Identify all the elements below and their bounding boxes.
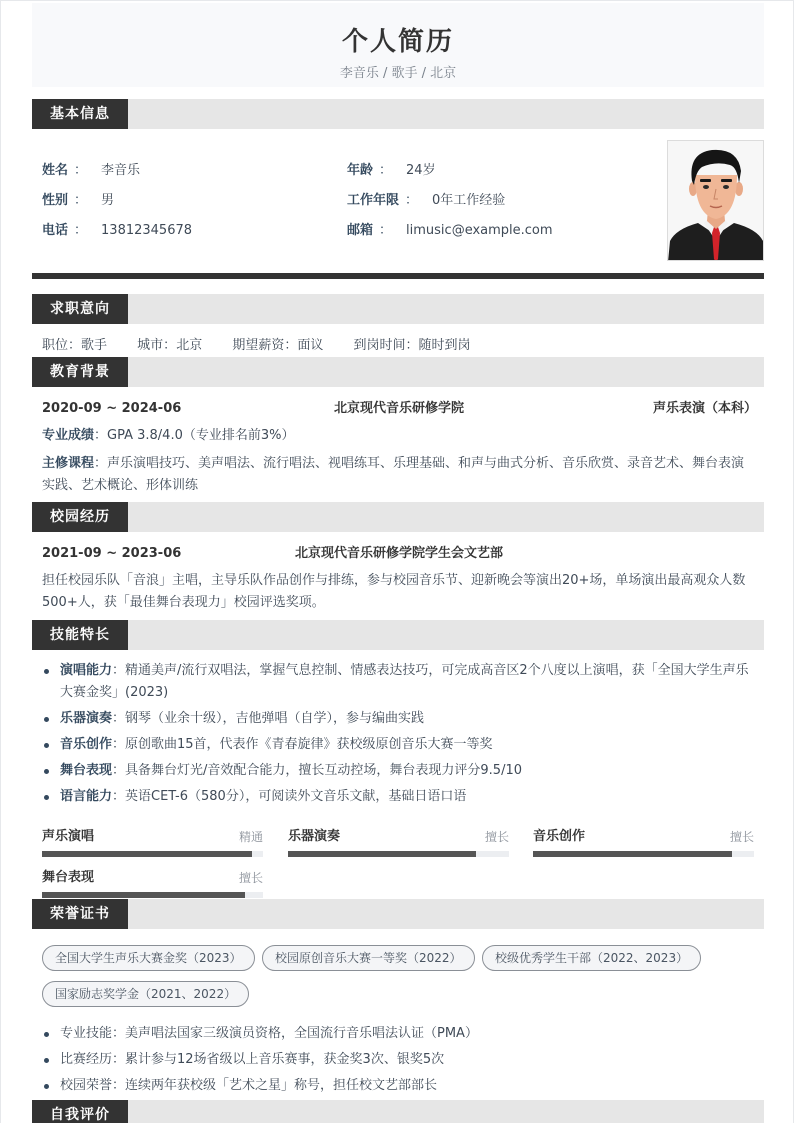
education-courses: 主修课程：声乐演唱技巧、美声唱法、流行唱法、视唱练耳、乐理基础、和声与曲式分析、音乐欣赏、录音艺术、舞台表演实践、艺术概论、形体训练 <box>42 456 745 493</box>
education-entry-header <box>42 399 757 419</box>
list-item: 语言能力：英语CET-6（580分），可阅读外文音乐文献，基础日语口语 <box>42 786 757 808</box>
section-title: 求职意向 <box>32 294 128 324</box>
list-item: 音乐创作：原创歌曲15首，代表作《青春旋律》获校级原创音乐大赛一等奖 <box>42 734 757 756</box>
job-intent-row <box>42 335 471 357</box>
info-gender: 性别 ： 男 <box>42 193 115 208</box>
section-header-self-eval <box>32 1100 764 1123</box>
section-title: 技能特长 <box>32 620 128 650</box>
campus-entry-header <box>42 544 754 564</box>
info-phone: 电话 ： 13812345678 <box>42 223 193 238</box>
list-item: 乐器演奏：钢琴（业余十级），吉他弹唱（自学），参与编曲实践 <box>42 708 757 730</box>
list-item: 校园荣誉：连续两年获校级「艺术之星」称号，担任校文艺部部长 <box>42 1075 757 1097</box>
page-title: 个人简历 <box>341 27 454 57</box>
list-item: 专业技能：美声唱法国家三级演员资格，全国流行音乐唱法认证（PMA） <box>42 1023 757 1045</box>
section-title: 校园经历 <box>32 502 128 532</box>
progress-track <box>288 851 509 857</box>
intent-city: 城市：北京 <box>137 338 203 353</box>
progress-fill <box>42 892 245 898</box>
info-name: 姓名 ： 李音乐 <box>42 163 141 178</box>
divider <box>32 273 764 279</box>
progress-fill <box>533 851 732 857</box>
section-header-basic <box>32 99 764 129</box>
section-header-intent <box>32 294 764 324</box>
resume-header <box>32 3 764 87</box>
education-major: 声乐表演（本科） <box>652 401 757 416</box>
intent-position: 职位：歌手 <box>42 338 108 353</box>
section-header-education <box>32 357 764 387</box>
info-email: 邮箱 ： limusic@example.com <box>347 223 553 238</box>
skill-bar-instrument: 乐器演奏 擅长 <box>288 828 509 862</box>
campus-org: 北京现代音乐研修学院学生会文艺部 <box>295 546 504 561</box>
progress-fill <box>42 851 252 857</box>
honor-tag: 全国大学生声乐大赛金奖（2023） <box>42 945 255 971</box>
education-school: 北京现代音乐研修学院 <box>334 401 465 416</box>
skill-bar-vocal: 声乐演唱 精通 <box>42 828 263 862</box>
section-header-honors <box>32 899 764 929</box>
section-header-skills <box>32 620 764 650</box>
progress-track <box>533 851 754 857</box>
list-item: 舞台表现：具备舞台灯光/音效配合能力，擅长互动控场，舞台表现力评分9.5/10 <box>42 760 757 782</box>
progress-fill <box>288 851 476 857</box>
campus-description: 担任校园乐队「音浪」主唱，主导乐队作品创作与排练，参与校园音乐节、迎新晚会等演出20+场，单场演出最高观众人数500+人，获「最佳舞台表现力」校园评选奖项。 <box>42 573 746 610</box>
progress-track <box>42 851 263 857</box>
progress-track <box>42 892 263 898</box>
section-title: 教育背景 <box>32 357 128 387</box>
list-item: 演唱能力：精通美声/流行双唱法，掌握气息控制、情感表达技巧，可完成高音区2个八度以上演唱，获「全国大学生声乐大赛金奖」(2023) <box>42 660 757 704</box>
section-title: 荣誉证书 <box>32 899 128 929</box>
honor-tag: 国家励志奖学金（2021、2022） <box>42 981 249 1007</box>
skills-list <box>42 660 757 812</box>
intent-salary: 期望薪资：面议 <box>232 338 324 353</box>
section-header-campus <box>32 502 764 532</box>
campus-period: 2021-09 ~ 2023-06 <box>42 546 182 561</box>
info-age: 年龄 ： 24岁 <box>347 163 436 178</box>
info-experience: 工作年限 ： 0年工作经验 <box>347 193 506 208</box>
education-period: 2020-09 ~ 2024-06 <box>42 401 182 416</box>
person-portrait-icon <box>668 141 764 261</box>
honor-tag: 校级优秀学生干部（2022、2023） <box>482 945 701 971</box>
skill-bar-composition: 音乐创作 擅长 <box>533 828 754 862</box>
avatar-photo <box>667 140 764 261</box>
honor-tag: 校园原创音乐大赛一等奖（2022） <box>262 945 475 971</box>
education-grade: 专业成绩：GPA 3.8/4.0（专业排名前3%） <box>42 428 295 443</box>
section-title: 自我评价 <box>32 1100 128 1123</box>
skill-bar-stage: 舞台表现 擅长 <box>42 869 263 903</box>
section-title: 基本信息 <box>32 99 128 129</box>
page-subtitle: 李音乐 / 歌手 / 北京 <box>339 66 457 81</box>
list-item: 比赛经历：累计参与12场省级以上音乐赛事，获金奖3次、银奖5次 <box>42 1049 757 1071</box>
intent-availability: 到岗时间：随时到岗 <box>353 338 471 353</box>
honors-list <box>42 1023 757 1101</box>
